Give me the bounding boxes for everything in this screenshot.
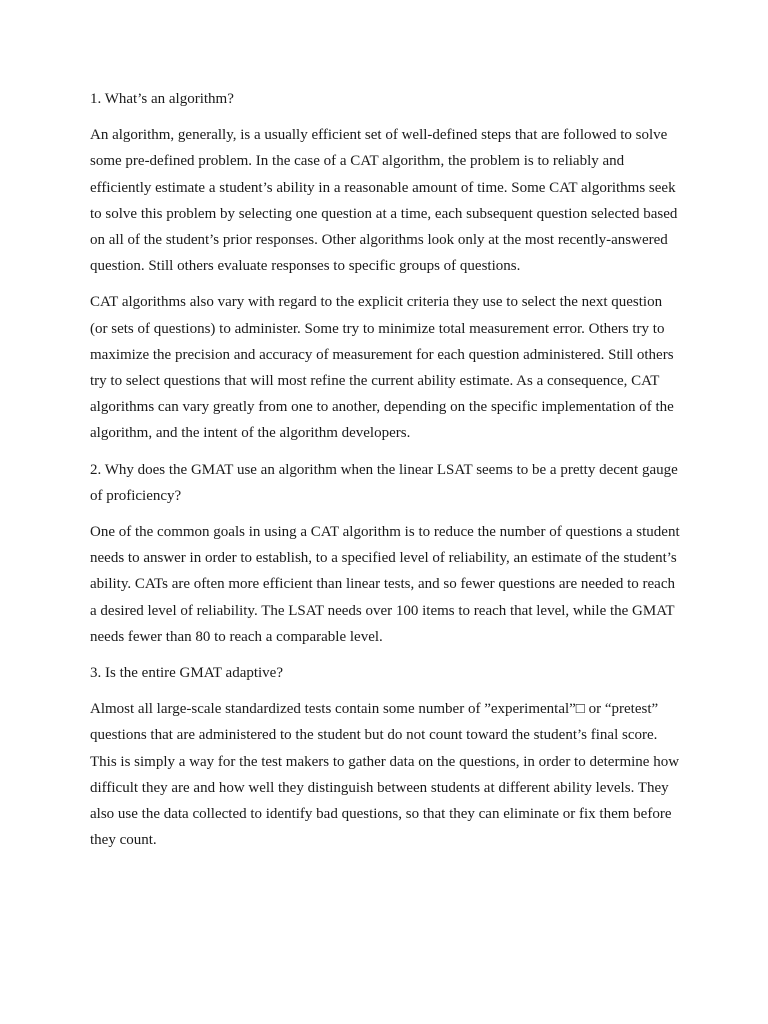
paragraph-experimental-questions: Almost all large-scale standardized tests contain some number of ”experimental”□ or “pretest” questions that are administered to the student but do not count toward the student’s final score. This is simply a way for the test makers to gather data on the questions, in order to determine how difficult they are and how well they distinguish between students at different ability levels. They also use the data collected to identify bad questions, so that they can eliminate or fix them before they count. [90, 701, 680, 849]
question-heading-1: 1. What’s an algorithm? [90, 91, 234, 107]
paragraph-cat-efficiency: One of the common goals in using a CAT algorithm is to reduce the number of questions a student needs to answer in order to establish, to a specified level of reliability, an estimate of the student’s ability. CATs are often more efficient than linear tests, and so fewer questions are needed to reach a desired level of reliability. The LSAT needs over 100 items to reach that level, while the GMAT needs fewer than 80 to reach a comparable level. [90, 524, 680, 645]
paragraph-algorithm-criteria: CAT algorithms also vary with regard to the explicit criteria they use to select the next question (or sets of questions) to administer. Some try to minimize total measurement error. Others try to maximize the precision and accuracy of measurement for each question administered. Still others try to select questions that will most refine the current ability estimate. As a consequence, CAT algorithms can vary greatly from one to another, depending on the specific implementation of the algorithm, and the intent of the algorithm developers. [90, 294, 674, 442]
question-heading-3: 3. Is the entire GMAT adaptive? [90, 665, 284, 682]
paragraph-algorithm-definition: An algorithm, generally, is a usually efficient set of well-defined steps that are followed to solve some pre-defined problem. In the case of a CAT algorithm, the problem is to reliably and efficiently estimate a student’s ability in a reasonable amount of time. Some CAT algorithms seek to solve this problem by selecting one question at a time, each subsequent question selected based on all of the student’s prior responses. Other algorithms look only at the most recently-answered question. Still others evaluate responses to specific groups of questions. [90, 127, 678, 275]
question-heading-2: 2. Why does the GMAT use an algorithm when the linear LSAT seems to be a pretty decent gauge of proficiency? [90, 461, 678, 504]
document-page [90, 86, 682, 863]
